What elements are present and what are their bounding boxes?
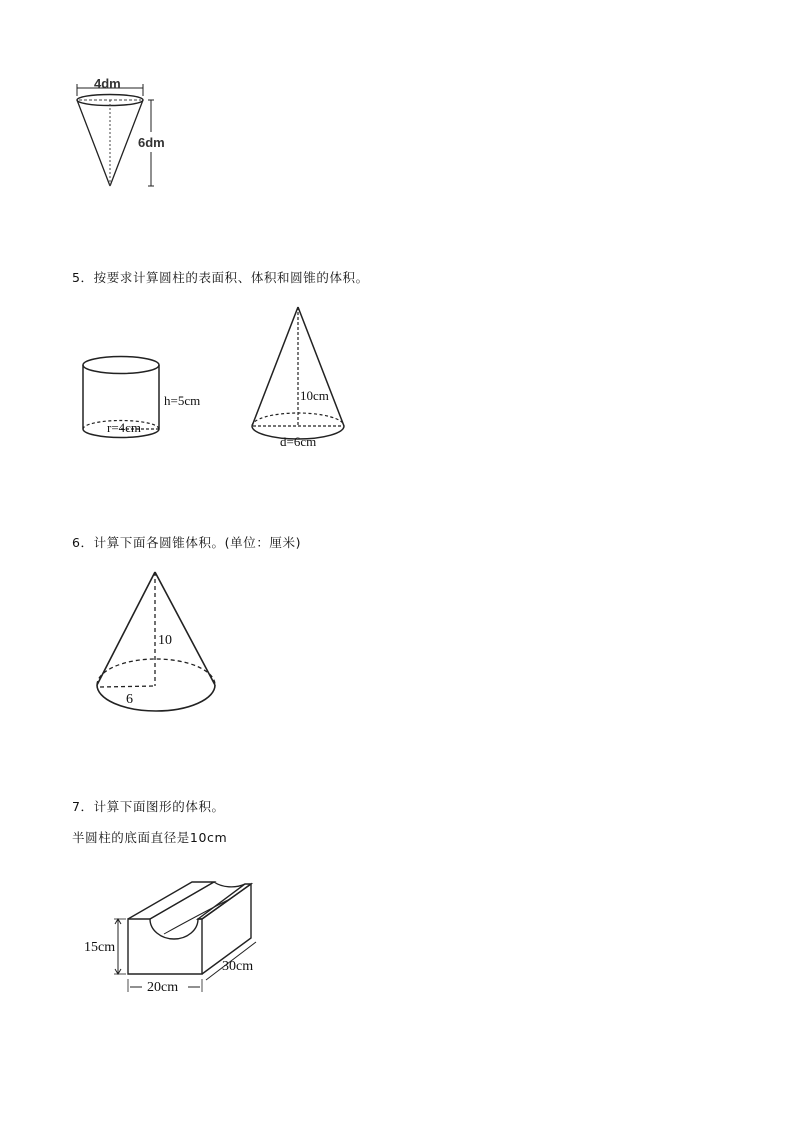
cone-q6-height-label: 10 bbox=[158, 633, 172, 648]
cone-top-height-label: 6dm bbox=[138, 135, 165, 150]
cone-height-label: 10cm bbox=[300, 388, 329, 403]
question-6-text: 6．计算下面各圆锥体积。(单位：厘米) bbox=[72, 535, 302, 550]
solid-depth-label: 30cm bbox=[222, 959, 254, 974]
cone-top-diameter-label: 4dm bbox=[94, 76, 121, 91]
question-7-text: 7．计算下面图形的体积。 bbox=[72, 799, 225, 814]
upright-cone-figure bbox=[245, 302, 355, 454]
question-5-text: 5．按要求计算圆柱的表面积、体积和圆锥的体积。 bbox=[72, 270, 369, 285]
cylinder-figure bbox=[78, 350, 218, 445]
solid-height-label: 15cm bbox=[84, 940, 116, 955]
cone-diameter-label: d=6cm bbox=[280, 434, 317, 449]
inverted-cone-figure bbox=[70, 72, 180, 197]
cylinder-radius-label: r=4cm bbox=[107, 420, 142, 435]
solid-width-label: 20cm bbox=[147, 980, 179, 995]
cylinder-height-label: h=5cm bbox=[164, 393, 201, 408]
cone-question-6-figure bbox=[92, 568, 222, 716]
question-7-note: 半圆柱的底面直径是10cm bbox=[72, 830, 228, 845]
half-cylinder-cutout-solid-figure bbox=[80, 862, 270, 997]
cone-q6-radius-label: 6 bbox=[126, 692, 133, 707]
